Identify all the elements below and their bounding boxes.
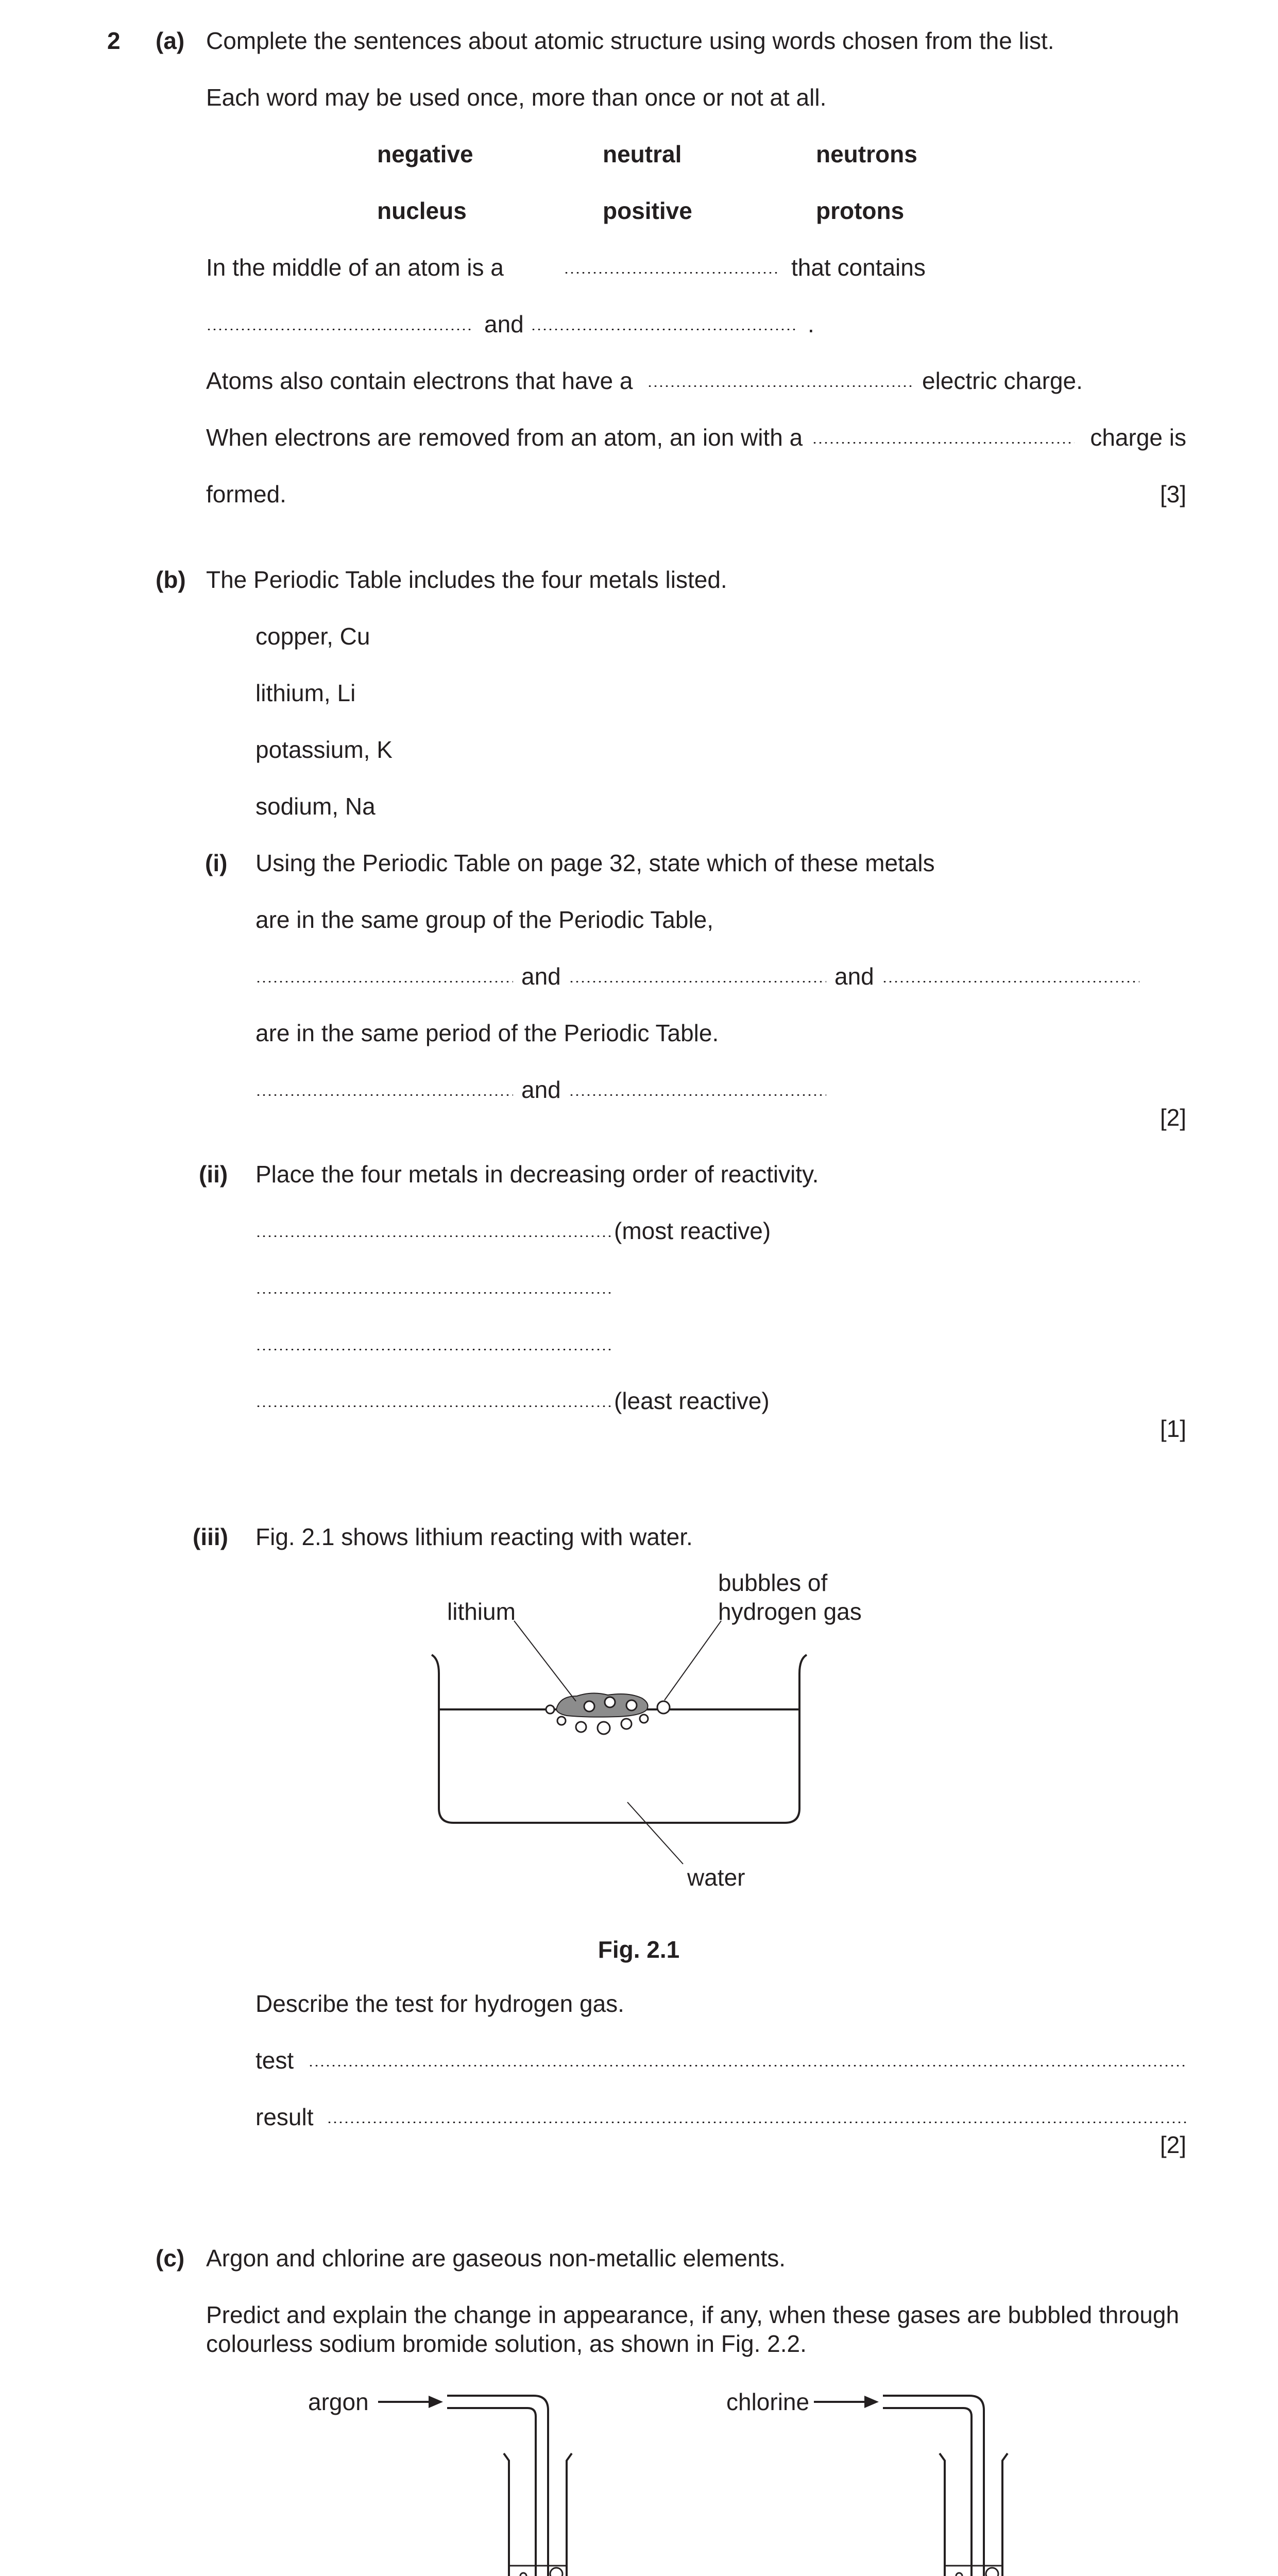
- sentence-3-start: Atoms also contain electrons that have a: [206, 367, 633, 394]
- sentence-2-end: .: [808, 311, 814, 337]
- sentence-5: formed.: [206, 481, 286, 507]
- part-b-iii-text: Fig. 2.1 shows lithium reacting with water.: [255, 1523, 693, 1550]
- sentence-1-start: In the middle of an atom is a: [206, 254, 504, 281]
- test-label: test: [255, 2047, 294, 2074]
- chlorine-apparatus: [814, 2396, 1008, 2576]
- sentence-1-end: that contains: [791, 254, 926, 281]
- metal-copper: copper, Cu: [255, 623, 370, 650]
- sentence-2-and: and: [484, 311, 524, 337]
- part-a-label: (a): [156, 27, 185, 54]
- part-b-intro: The Periodic Table includes the four metals listed.: [206, 566, 727, 593]
- metal-lithium: lithium, Li: [255, 680, 356, 706]
- sentence-4-end: charge is: [1090, 424, 1186, 451]
- sentence-4-start: When electrons are removed from an atom, an ion with a: [206, 424, 803, 451]
- chlorine-bubbles: [952, 2568, 998, 2576]
- part-b-ii-label: (ii): [199, 1161, 228, 1188]
- label-water: water: [687, 1864, 745, 1891]
- part-b-iii-label: (iii): [193, 1523, 228, 1550]
- argon-bubbles: [516, 2568, 563, 2576]
- word-negative: negative: [377, 141, 473, 167]
- word-protons: protons: [816, 197, 905, 224]
- label-bubbles-1: bubbles of: [718, 1569, 828, 1596]
- marks-b-i: [2]: [1160, 1104, 1186, 1131]
- part-b-label: (b): [156, 566, 186, 593]
- metal-potassium: potassium, K: [255, 736, 393, 763]
- question-number: 2: [107, 27, 121, 54]
- word-nucleus: nucleus: [377, 197, 467, 224]
- argon-apparatus: [378, 2396, 572, 2576]
- part-b-i-line3: are in the same period of the Periodic Table.: [255, 1020, 719, 1046]
- part-c-label: (c): [156, 2245, 185, 2272]
- describe-test: Describe the test for hydrogen gas.: [255, 1990, 624, 2017]
- part-c-predict-1: Predict and explain the change in appearance, if any, when these gases are bubbled through: [206, 2301, 1180, 2328]
- period-and: and: [521, 1076, 561, 1103]
- part-c-intro: Argon and chlorine are gaseous non-metallic elements.: [206, 2245, 786, 2272]
- result-label: result: [255, 2104, 314, 2130]
- part-c-predict-2: colourless sodium bromide solution, as shown in Fig. 2.2.: [206, 2330, 807, 2357]
- most-reactive-label: (most reactive): [614, 1217, 771, 1244]
- label-bubbles-2: hydrogen gas: [718, 1598, 862, 1625]
- group-and-1: and: [521, 963, 561, 990]
- word-positive: positive: [603, 197, 692, 224]
- word-neutrons: neutrons: [816, 141, 917, 167]
- label-argon: argon: [308, 2388, 369, 2415]
- word-neutral: neutral: [603, 141, 682, 167]
- least-reactive-label: (least reactive): [614, 1387, 770, 1414]
- marks-a: [3]: [1160, 481, 1186, 507]
- part-b-i-label: (i): [205, 850, 228, 876]
- fig-2-1-caption: Fig. 2.1: [598, 1936, 680, 1963]
- marks-b-ii: [1]: [1160, 1415, 1186, 1442]
- part-a-instruction: Each word may be used once, more than once or not at all.: [206, 84, 827, 111]
- part-a-intro: Complete the sentences about atomic structure using words chosen from the list.: [206, 27, 1054, 54]
- part-b-ii-text: Place the four metals in decreasing order of reactivity.: [255, 1161, 819, 1188]
- label-chlorine: chlorine: [726, 2388, 810, 2415]
- label-lithium: lithium: [447, 1598, 516, 1625]
- marks-b-iii: [2]: [1160, 2131, 1186, 2158]
- part-b-i-line2: are in the same group of the Periodic Table,: [255, 906, 714, 933]
- part-b-i-line1: Using the Periodic Table on page 32, state which of these metals: [255, 850, 935, 876]
- metal-sodium: sodium, Na: [255, 793, 376, 820]
- sentence-3-end: electric charge.: [922, 367, 1083, 394]
- group-and-2: and: [834, 963, 874, 990]
